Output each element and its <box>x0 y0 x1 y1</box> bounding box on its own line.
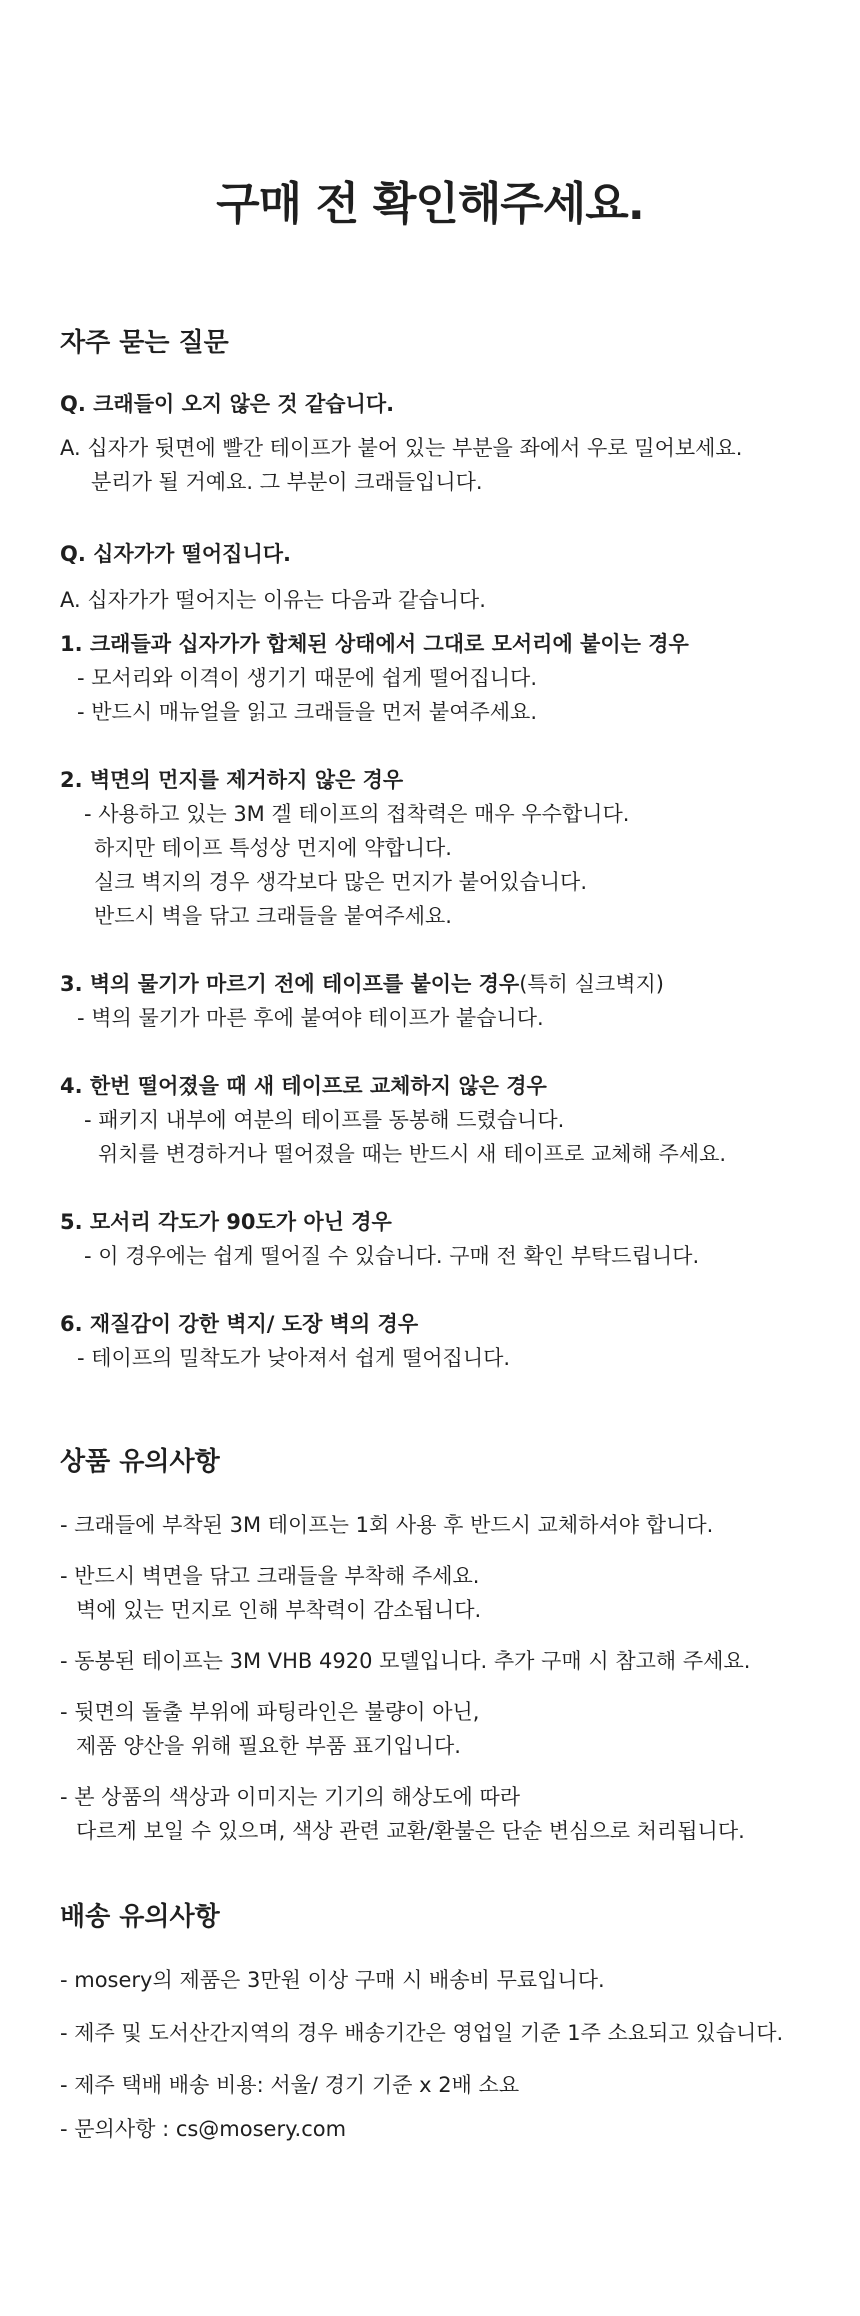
faq-question-1: Q. 크래들이 오지 않은 것 같습니다. <box>60 392 395 416</box>
reason-3-title-text: 3. 벽의 물기가 마르기 전에 테이프를 붙이는 경우 <box>60 972 520 996</box>
product-item-2-line-2: 벽에 있는 먼지로 인해 부착력이 감소됩니다. <box>76 1598 482 1622</box>
faq-answer-1-line-1: A. 십자가 뒷면에 빨간 테이프가 붙어 있는 부분을 좌에서 우로 밀어보세요. <box>60 436 743 460</box>
shipping-item-4: - 문의사항 : cs@mosery.com <box>60 2117 347 2141</box>
product-item-2-line-1: - 반드시 벽면을 닦고 크래들을 부착해 주세요. <box>60 1564 480 1588</box>
reason-4-title: 4. 한번 떨어졌을 때 새 테이프로 교체하지 않은 경우 <box>60 1074 547 1098</box>
reason-1-line-1: - 모서리와 이격이 생기기 때문에 쉽게 떨어집니다. <box>77 666 538 690</box>
reason-6-line-1: - 테이프의 밀착도가 낮아져서 쉽게 떨어집니다. <box>77 1346 511 1370</box>
reason-5-title: 5. 모서리 각도가 90도가 아닌 경우 <box>60 1210 392 1234</box>
product-item-1: - 크래들에 부착된 3M 테이프는 1회 사용 후 반드시 교체하셔야 합니다. <box>60 1513 714 1537</box>
faq-question-2: Q. 십자가가 떨어집니다. <box>60 542 292 566</box>
shipping-heading: 배송 유의사항 <box>60 1902 220 1932</box>
shipping-item-2: - 제주 및 도서산간지역의 경우 배송기간은 영업일 기준 1주 소요되고 있습니다. <box>60 2021 784 2045</box>
reason-1-line-2: - 반드시 매뉴얼을 읽고 크래들을 먼저 붙여주세요. <box>77 700 538 724</box>
faq-answer-2: A. 십자가가 떨어지는 이유는 다음과 같습니다. <box>60 588 486 612</box>
faq-answer-1-line-2: 분리가 될 거예요. 그 부분이 크래들입니다. <box>91 470 483 494</box>
reason-6-title: 6. 재질감이 강한 벽지/ 도장 벽의 경우 <box>60 1312 419 1336</box>
reason-5-line-1: - 이 경우에는 쉽게 떨어질 수 있습니다. 구매 전 확인 부탁드립니다. <box>84 1244 700 1268</box>
product-item-5-line-2: 다르게 보일 수 있으며, 색상 관련 교환/환불은 단순 변심으로 처리됩니다. <box>76 1819 745 1843</box>
product-item-5-line-1: - 본 상품의 색상과 이미지는 기기의 해상도에 따라 <box>60 1785 521 1809</box>
shipping-item-3: - 제주 택배 배송 비용: 서울/ 경기 기준 x 2배 소요 <box>60 2073 520 2097</box>
product-item-3: - 동봉된 테이프는 3M VHB 4920 모델입니다. 추가 구매 시 참고해 주세요. <box>60 1649 751 1673</box>
reason-2-title: 2. 벽면의 먼지를 제거하지 않은 경우 <box>60 768 404 792</box>
product-heading: 상품 유의사항 <box>60 1447 220 1477</box>
reason-2-line-2: 하지만 테이프 특성상 먼지에 약합니다. <box>94 836 452 860</box>
reason-2-line-4: 반드시 벽을 닦고 크래들을 붙여주세요. <box>94 904 452 928</box>
reason-2-line-3: 실크 벽지의 경우 생각보다 많은 먼지가 붙어있습니다. <box>94 870 588 894</box>
product-item-4-line-1: - 뒷면의 돌출 부위에 파팅라인은 불량이 아닌, <box>60 1700 480 1724</box>
reason-4-line-2: 위치를 변경하거나 떨어졌을 때는 반드시 새 테이프로 교체해 주세요. <box>98 1142 727 1166</box>
reason-3-title-suffix: (특히 실크벽지) <box>519 972 664 996</box>
faq-heading: 자주 묻는 질문 <box>60 328 229 358</box>
reason-4-line-1: - 패키지 내부에 여분의 테이프를 동봉해 드렸습니다. <box>84 1108 565 1132</box>
page-title: 구매 전 확인해주세요. <box>216 177 644 230</box>
product-item-4-line-2: 제품 양산을 위해 필요한 부품 표기입니다. <box>76 1734 461 1758</box>
shipping-item-1: - mosery의 제품은 3만원 이상 구매 시 배송비 무료입니다. <box>60 1968 605 1992</box>
reason-2-line-1: - 사용하고 있는 3M 겔 테이프의 접착력은 매우 우수합니다. <box>84 802 630 826</box>
reason-1-title: 1. 크래들과 십자가가 합체된 상태에서 그대로 모서리에 붙이는 경우 <box>60 632 689 656</box>
reason-3-line-1: - 벽의 물기가 마른 후에 붙여야 테이프가 붙습니다. <box>77 1006 544 1030</box>
reason-3-title <box>60 967 664 1001</box>
